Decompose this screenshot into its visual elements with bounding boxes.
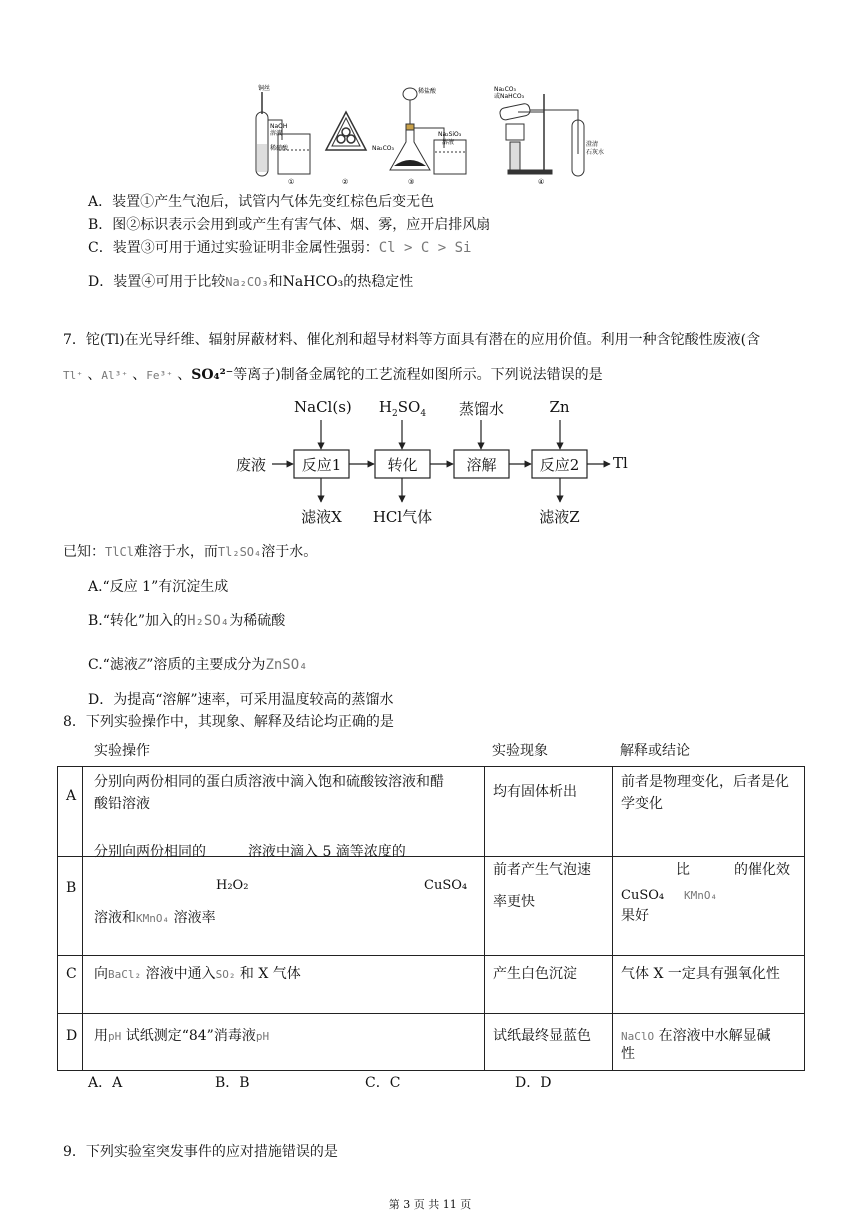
flow-add-water: 蒸馏水 [458, 400, 504, 418]
q6-option-c-text: C．装置③可用于通过实验证明非金属性强弱： [88, 240, 379, 256]
page-footer: 第 3 页 共 11 页 [388, 1198, 472, 1211]
apparatus-figure [248, 84, 610, 186]
row-b-conclusion-kmno4: KMnO₄ [684, 889, 718, 902]
row-b-conclusion-line3: 果好 [621, 908, 649, 924]
label-or-nahco3: 或NaHCO₃ [494, 93, 524, 100]
q7-ion-fe: Fe³⁺ [146, 369, 173, 382]
q7-stem-line2-post: 等离子)制备金属铊的工艺流程如图所示。下列说法错误的是 [233, 367, 603, 383]
q6-option-b: B．图②标识表示会用到或产生有害气体、烟、雾，应开启排风扇 [88, 217, 491, 233]
row-c-label: C [66, 966, 77, 982]
q8-choice-b: B．B [215, 1075, 250, 1091]
flow-out-hcl: HCl气体 [372, 508, 433, 526]
q8-choice-d: D．D [515, 1075, 552, 1091]
row-d-conclusion-line2: 性 [621, 1046, 635, 1062]
row-b-op-line1: 分别向两份相同的 溶液中滴入 5 滴等浓度的 [94, 844, 406, 860]
label-dilute-nitric: 稀硝酸 [270, 145, 289, 152]
label-dilute-hcl: 稀盐酸 [418, 88, 437, 95]
label-na2sio3-solution: 溶液 [442, 139, 455, 146]
row-a-conclusion-line1: 前者是物理变化，后者是化 [621, 774, 789, 790]
row-a-op-line2: 酸铅溶液 [94, 796, 150, 812]
q7-known-post: 溶于水。 [261, 544, 318, 560]
q7-option-c-mid: ”溶质的主要成分为 [146, 657, 266, 673]
q6-option-d-pre: D．装置④可用于比较 [88, 274, 226, 290]
fan-warning-icon [326, 112, 366, 150]
row-d-label: D [66, 1028, 78, 1044]
q6-option-c-formula: Cl > C > Si [378, 240, 472, 256]
row-b-op-line3: 溶液和KMnO₄ 溶液率 [94, 910, 216, 926]
q7-flowchart [230, 396, 650, 536]
row-c-phenomenon: 产生白色沉淀 [493, 966, 577, 982]
q8-header-op: 实验操作 [94, 743, 150, 759]
row-c-conclusion: 气体 X 一定具有强氧化性 [621, 966, 780, 982]
label-naoh-solution: 溶液 [270, 130, 283, 137]
label-limewater-1: 澄清 [586, 141, 599, 148]
row-divider-bc [58, 955, 804, 956]
q7-known-pre: 已知： [63, 544, 105, 560]
flow-product: Tl [613, 454, 628, 472]
flow-add-h2so4: $H_2SO_4$ [378, 398, 427, 419]
q8-header-conclusion: 解释或结论 [620, 743, 690, 759]
q7-known-mid: 难溶于水，而 [133, 544, 218, 560]
flow-add-zn: Zn [549, 398, 570, 416]
row-a-phenomenon: 均有固体析出 [493, 784, 577, 800]
row-b-phenomenon-line2: 率更快 [493, 894, 535, 910]
row-d-conclusion-line1: NaClO 在溶液中水解显碱 [621, 1028, 771, 1044]
label-n4: ④ [538, 178, 545, 186]
q7-stem-line2 [63, 365, 603, 386]
q6-option-d-formula2: NaHCO₃ [282, 274, 344, 290]
q7-known [63, 542, 317, 562]
q7-option-b-pre: B.“转化”加入的 [88, 613, 188, 629]
q8-stem: 8．下列实验操作中，其现象、解释及结论均正确的是 [63, 714, 394, 730]
row-a-label: A [66, 788, 77, 804]
flow-step2: 转化 [387, 456, 418, 474]
q7-option-c-formula: ZnSO₄ [265, 657, 308, 673]
q6-option-d-mid: 和 [268, 274, 283, 290]
q8-choice-a: A．A [88, 1075, 123, 1091]
row-b-label: B [66, 880, 77, 896]
flow-step1: 反应1 [301, 456, 342, 474]
flow-input: 废液 [236, 456, 267, 474]
q7-ion-so4: SO₄²⁻ [191, 367, 234, 383]
row-b-op-h2o2: H₂O₂ [216, 878, 249, 893]
q6-option-a: A．装置①产生气泡后，试管内气体先变红棕色后变无色 [88, 194, 435, 210]
row-a-conclusion-line2: 学变化 [621, 796, 663, 812]
label-copper-wire: 铜丝 [258, 85, 271, 92]
q7-known-f2: Tl₂SO₄ [217, 545, 262, 559]
q7-stem-line1: 7．铊(Tl)在光导纤维、辐射屏蔽材料、催化剂和超导材料等方面具有潜在的应用价值。利用一种含铊酸性废液(含 [63, 332, 761, 348]
row-divider-cd [58, 1013, 804, 1014]
q7-option-c-pre: C.“滤液 [88, 657, 138, 673]
row-c-op: 向BaCl₂ 溶液中通入SO₂ 和 X 气体 [94, 966, 301, 982]
q7-option-b-post: 为稀硫酸 [229, 613, 286, 629]
row-b-conclusion-word1: 比 [676, 862, 690, 878]
row-d-op: 用pH 试纸测定“84”消毒液pH [94, 1028, 270, 1044]
q8-table [57, 766, 805, 1071]
q7-option-d: D．为提高“溶解”速率，可采用温度较高的蒸馏水 [88, 692, 394, 708]
q6-option-c [88, 238, 471, 258]
flow-step4: 反应2 [539, 456, 580, 474]
flow-step3: 溶解 [466, 456, 497, 474]
label-n3: ③ [408, 178, 415, 186]
flowchart-lines [230, 396, 650, 536]
q6-option-d-formula1: Na₂CO₃ [225, 275, 269, 289]
q7-known-f1: TlCl [105, 545, 134, 559]
row-b-conclusion-word2: 的催化效 [734, 862, 790, 878]
q7-option-c [88, 655, 308, 675]
q7-sep3: 、 [177, 367, 192, 383]
label-n1: ① [288, 178, 295, 186]
q7-option-b-formula: H₂SO₄ [187, 613, 230, 629]
q7-option-b [88, 611, 285, 631]
label-n2: ② [342, 178, 349, 186]
flow-add-nacl: NaCl(s) [294, 398, 352, 416]
row-d-phenomenon: 试纸最终显蓝色 [493, 1028, 591, 1044]
row-b-phenomenon-line1: 前者产生气泡速 [493, 862, 591, 878]
label-na2co3-top: Na₂CO₃ [494, 86, 516, 93]
row-b-op-cuso4: CuSO₄ [424, 878, 468, 893]
device-4 [499, 94, 584, 176]
q7-ion-al: Al³⁺ [101, 369, 128, 382]
label-naoh: NaOH [270, 123, 288, 130]
q8-header-phenomenon: 实验现象 [492, 743, 548, 759]
q7-option-a: A.“反应 1”有沉淀生成 [88, 579, 229, 595]
q7-option-c-var: Z [137, 657, 147, 673]
q7-sep2: 、 [132, 367, 147, 383]
col-divider-3 [612, 767, 613, 1070]
row-b-conclusion-cuso4: CuSO₄ [621, 888, 665, 903]
flow-out-filtrate-x: 滤液X [301, 508, 342, 526]
col-divider-1 [82, 767, 83, 1070]
q6-option-d-post: 的热稳定性 [343, 274, 414, 290]
device-1 [256, 92, 310, 176]
q7-ion-tl: Tl⁺ [63, 369, 83, 382]
label-limewater-2: 石灰水 [586, 149, 605, 156]
col-divider-2 [484, 767, 485, 1070]
q8-choice-c: C．C [365, 1075, 401, 1091]
flow-out-filtrate-z: 滤液Z [539, 508, 580, 526]
q6-option-d [88, 272, 413, 292]
row-a-op-line1: 分别向两份相同的蛋白质溶液中滴入饱和硫酸铵溶液和醋 [94, 774, 444, 790]
q9-stem: 9．下列实验室突发事件的应对措施错误的是 [63, 1144, 338, 1160]
label-na2co3: Na₂CO₃ [372, 145, 394, 152]
q7-sep1: 、 [87, 367, 102, 383]
label-na2sio3: Na₂SiO₃ [438, 131, 462, 138]
